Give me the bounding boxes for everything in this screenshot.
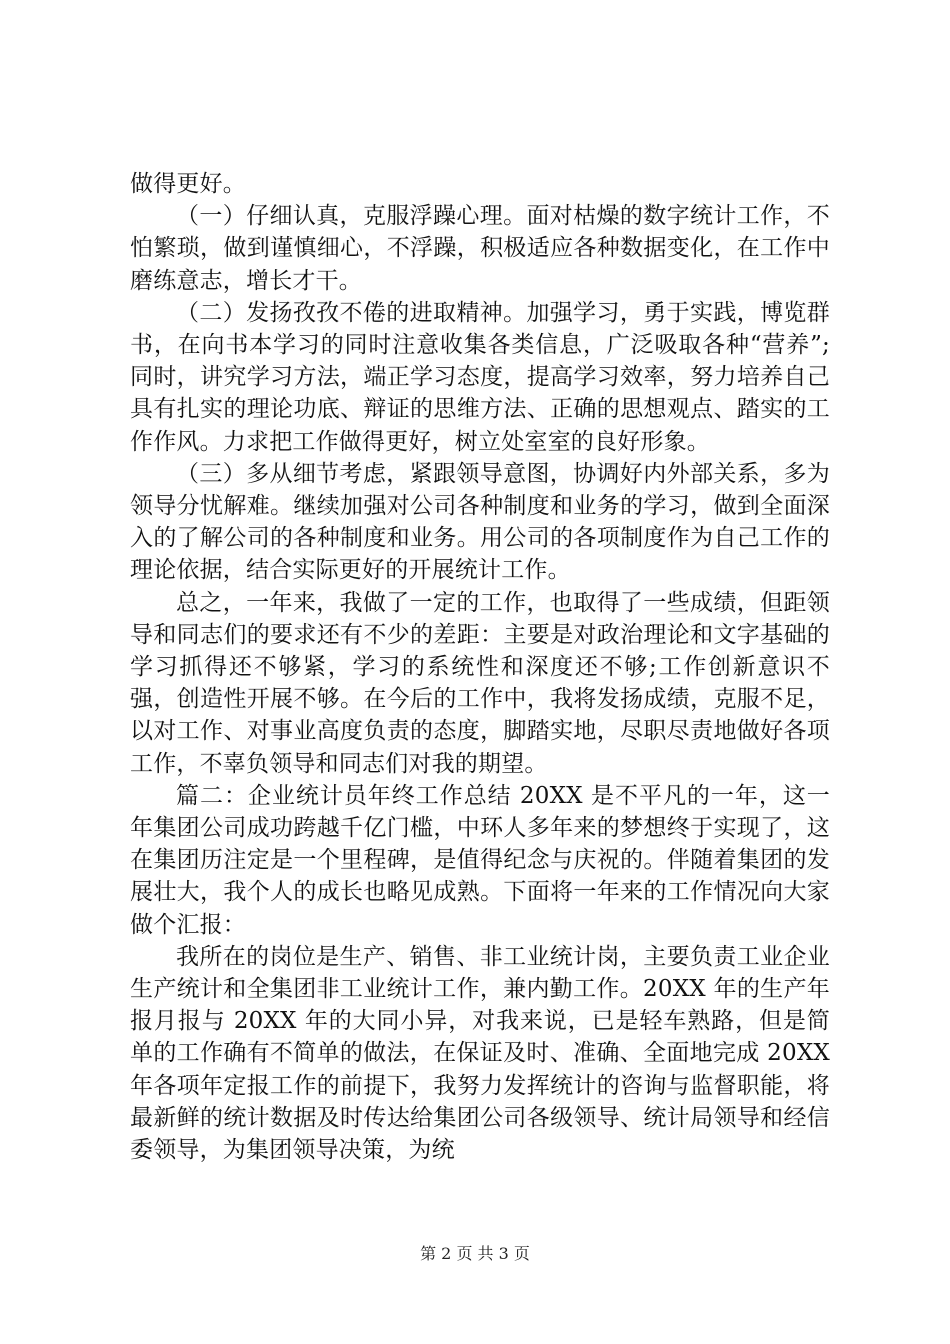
paragraph-1: 做得更好。 bbox=[130, 171, 246, 197]
document-body bbox=[130, 168, 830, 1166]
paragraph-4: （三）多从细节考虑，紧跟领导意图，协调好内外部关系，多为领导分忧解难。继续加强对公司各种制度和业务的学习，做到全面深入的了解公司的各种制度和业务。用公司的各项制度作为自己工作的理论依据，结合实际更好的开展统计工作。 bbox=[130, 460, 830, 584]
paragraph-2: （一）仔细认真，克服浮躁心理。面对枯燥的数字统计工作，不怕繁琐，做到谨慎细心，不浮躁，积极适应各种数据变化，在工作中磨练意志，增长才干。 bbox=[130, 203, 830, 294]
paragraph-5: 总之，一年来，我做了一定的工作，也取得了一些成绩，但距领导和同志们的要求还有不少的差距：主要是对政治理论和文字基础的学习抓得还不够紧，学习的系统性和深度还不够;工作创新意识不强，创造性开展不够。在今后的工作中，我将发扬成绩，克服不足，以对工作、对事业高度负责的态度，脚踏实地，尽职尽责地做好各项工作，不辜负领导和同志们对我的期望。 bbox=[130, 589, 830, 777]
paragraph-7: 我所在的岗位是生产、销售、非工业统计岗，主要负责工业企业生产统计和全集团非工业统计工作，兼内勤工作。20XX 年的生产年报月报与 20XX 年的大同小异，对我来说，已是轻车熟路，但是简单的工作确有不简单的做法，在保证及时、准确、全面地完成 20XX 年各项年定报工作的前提下，我努力发挥统计的咨询与监督职能，将最新鲜的统计数据及时传达给集团公司各级领导、统计局领导和经信委领导，为集团领导决策，为统 bbox=[130, 943, 830, 1164]
page-footer bbox=[0, 1244, 950, 1264]
paragraph-6: 篇二：企业统计员年终工作总结 20XX 是不平凡的一年，这一年集团公司成功跨越千亿门槛，中环人多年来的梦想终于实现了，这在集团历注定是一个里程碑，是值得纪念与庆祝的。伴随着集团的发展壮大，我个人的成长也略见成熟。下面将一年来的工作情况向大家做个汇报： bbox=[130, 782, 830, 938]
paragraph-3: （二）发扬孜孜不倦的进取精神。加强学习，勇于实践，博览群书，在向书本学习的同时注意收集各类信息，广泛吸取各种“营养”;同时，讲究学习方法，端正学习态度，提高学习效率，努力培养自己具有扎实的理论功底、辩证的思维方法、正确的思想观点、踏实的工作作风。力求把工作做得更好，树立处室室的良好形象。 bbox=[130, 299, 830, 455]
page-number-label: 第 2 页 共 3 页 bbox=[420, 1244, 530, 1263]
